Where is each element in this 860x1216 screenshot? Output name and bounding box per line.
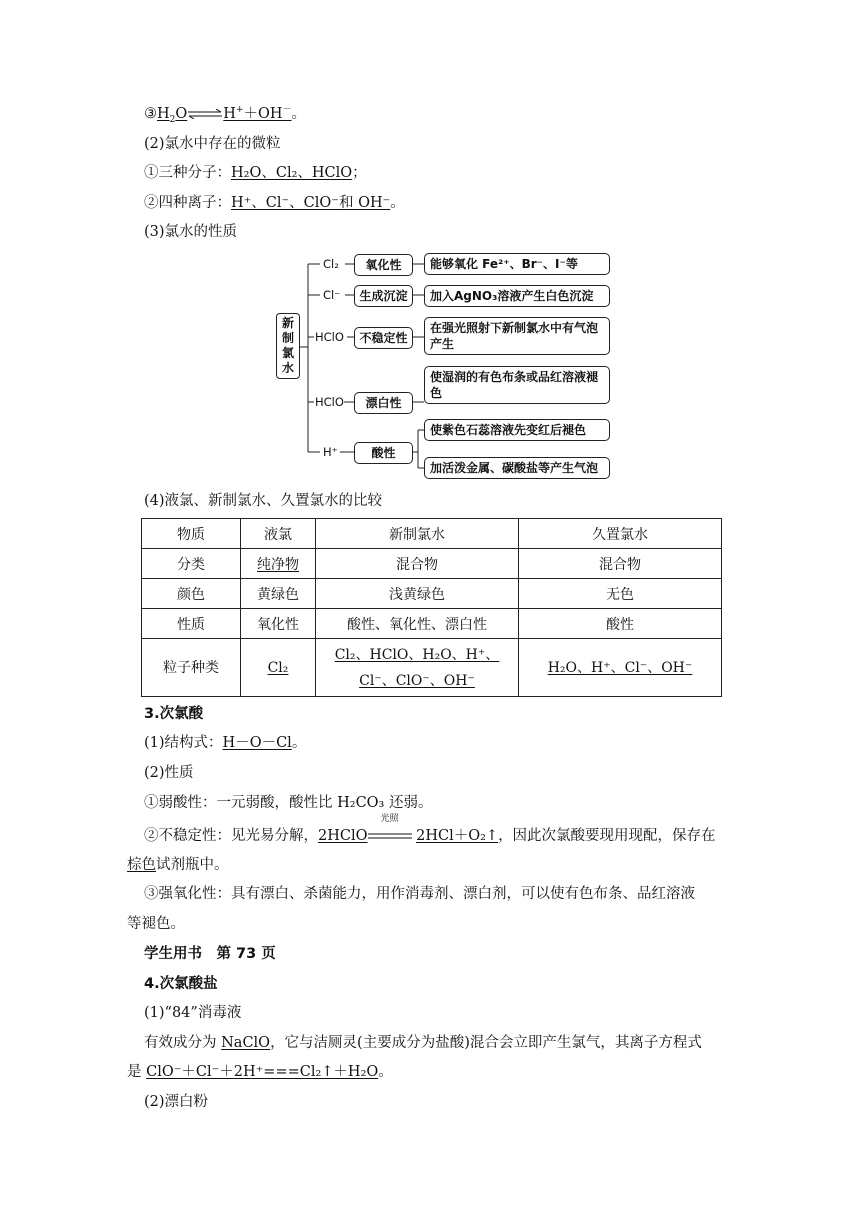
- table-cell: 粒子种类: [142, 639, 241, 697]
- heading-comparison: (4)液氯、新制氯水、久置氯水的比较: [144, 493, 383, 509]
- three-molecules: [144, 163, 367, 183]
- property-acidic: 酸性: [354, 442, 413, 464]
- heading-hypochlorous-acid: 3.次氯酸: [144, 706, 204, 722]
- table-header-row: [142, 519, 722, 549]
- answer: H₂O、H⁺、Cl⁻、OH⁻: [547, 659, 693, 676]
- species-hclo-2: HClO: [315, 395, 344, 409]
- table-header: 液氯: [241, 519, 316, 549]
- property-oxidizing: 氧化性: [354, 254, 413, 276]
- ions-answer: H⁺、Cl⁻、ClO⁻和 OH⁻: [231, 195, 391, 211]
- property-bleaching: 漂白性: [354, 392, 413, 414]
- strong-oxidizing-cont: 等褪色。: [127, 916, 185, 932]
- equals-arrow-icon: [368, 832, 412, 840]
- answer: H－O－Cl: [222, 735, 292, 751]
- heading-properties: (2)性质: [144, 765, 194, 781]
- punct: 。: [378, 1064, 393, 1080]
- table-cell: 酸性: [519, 609, 722, 639]
- heading-chlorine-water-particles: (2)氯水中存在的微粒: [144, 136, 281, 152]
- label: 是: [127, 1064, 147, 1080]
- species-h-ion: H⁺: [323, 445, 338, 459]
- punct: 。: [291, 735, 307, 751]
- species-cl2: Cl₂: [323, 257, 339, 271]
- punct: 。: [390, 195, 405, 211]
- light-label: 光照: [380, 814, 399, 824]
- heading-hypochlorite: 4.次氯酸盐: [144, 976, 218, 992]
- item-marker: ③: [144, 106, 157, 122]
- table-cell: 氧化性: [241, 609, 316, 639]
- effect-litmus: 使紫色石蕊溶液先变红后褪色: [424, 419, 610, 441]
- heading-84-disinfectant: (1)“84”消毒液: [144, 1005, 242, 1021]
- table-cell: 性质: [142, 609, 241, 639]
- effect-light-bubbles: 在强光照射下新制氯水中有气泡产生: [424, 317, 610, 355]
- table-row: [142, 609, 722, 639]
- water-formula: $H_2O$ H+＋OH－: [157, 105, 292, 125]
- label: 有效成分为: [144, 1035, 222, 1051]
- reversible-arrow-icon: [187, 109, 223, 119]
- table-row: [142, 579, 722, 609]
- center-box-fresh-chlorine-water: [276, 313, 300, 379]
- table-cell: [241, 549, 316, 579]
- table-cell: 混合物: [519, 549, 722, 579]
- table-cell: [316, 639, 519, 697]
- products: 2HCl＋O₂↑: [416, 828, 499, 844]
- period: 。: [291, 106, 307, 122]
- answer: Cl₂: [267, 659, 289, 676]
- table-row: [142, 639, 722, 697]
- ionic-equation: [127, 1062, 393, 1082]
- effect-oxidize-ions: 能够氧化 Fe²⁺、Br⁻、I⁻等: [424, 253, 610, 275]
- rest: 试剂瓶中。: [156, 857, 229, 873]
- table-cell: [519, 639, 722, 697]
- answer: 棕色: [127, 857, 156, 873]
- effect-gas-bubbles: 加活泼金属、碳酸盐等产生气泡: [424, 457, 610, 479]
- heading-chlorine-water-properties: (3)氯水的性质: [144, 224, 238, 240]
- property-precipitate: 生成沉淀: [354, 285, 413, 307]
- heading-bleaching-powder: (2)漂白粉: [144, 1094, 209, 1110]
- o-symbol: O: [175, 106, 188, 122]
- reactant: 2HClO: [318, 828, 368, 844]
- weak-acidity: ①弱酸性：一元弱酸，酸性比 H₂CO₃ 还弱。: [144, 795, 433, 811]
- answer: NaClO: [221, 1035, 271, 1051]
- label: ②不稳定性：见光易分解，: [144, 828, 318, 844]
- equation-water-ionization: [144, 104, 306, 124]
- effect-agno3-precipitate: 加入AgNO₃溶液产生白色沉淀: [424, 285, 610, 307]
- species-hclo-1: HClO: [315, 330, 344, 344]
- answer: 纯净物: [257, 556, 299, 573]
- rest: ，它与洁厕灵(主要成分为盐酸)混合会立即产生氯气，其离子方程式: [270, 1035, 702, 1051]
- rest: ，因此次氯酸要现用现配，保存在: [498, 828, 716, 844]
- molecules-answer: H₂O、Cl₂、HClO: [231, 165, 353, 181]
- instability: [144, 814, 716, 846]
- answer: ClO⁻＋Cl⁻＋2H⁺===Cl₂↑＋H₂O: [146, 1064, 379, 1080]
- table-cell: 颜色: [142, 579, 241, 609]
- label: ②四种离子：: [144, 195, 231, 211]
- storage-line: [127, 855, 229, 875]
- table-header: 久置氯水: [519, 519, 722, 549]
- table-row: [142, 549, 722, 579]
- table-cell: [241, 639, 316, 697]
- table-cell: 浅黄绿色: [316, 579, 519, 609]
- comparison-table: [141, 518, 722, 697]
- light-condition: [368, 814, 412, 846]
- punct: ；: [352, 165, 367, 181]
- chlorine-water-property-diagram: [270, 250, 620, 482]
- effect-decolorize: 使湿润的有色布条或品红溶液褪色: [424, 366, 610, 404]
- four-ions: [144, 193, 405, 213]
- table-cell: 酸性、氧化性、漂白性: [316, 609, 519, 639]
- center-label: 新制氯水: [281, 316, 294, 375]
- table-cell: 分类: [142, 549, 241, 579]
- table-header: 新制氯水: [316, 519, 519, 549]
- active-ingredient: [144, 1033, 702, 1053]
- label: ①三种分子：: [144, 165, 231, 181]
- answer: Cl₂、HClO、H₂O、H⁺、Cl⁻、ClO⁻、OH⁻: [334, 646, 500, 689]
- page-reference: 学生用书 第 73 页: [144, 946, 276, 962]
- oh-ion: ＋OH: [243, 106, 283, 122]
- h-ion: H: [223, 106, 236, 122]
- h-symbol: H: [157, 106, 170, 122]
- table-header: 物质: [142, 519, 241, 549]
- structural-formula: [144, 733, 306, 753]
- species-cl-ion: Cl⁻: [323, 288, 341, 302]
- table-cell: 黄绿色: [241, 579, 316, 609]
- strong-oxidizing: ③强氧化性：具有漂白、杀菌能力，用作消毒剂、漂白剂，可以使有色布条、品红溶液: [144, 886, 695, 902]
- label: (1)结构式：: [144, 735, 223, 751]
- table-cell: 无色: [519, 579, 722, 609]
- property-unstable: 不稳定性: [354, 327, 413, 349]
- table-cell: 混合物: [316, 549, 519, 579]
